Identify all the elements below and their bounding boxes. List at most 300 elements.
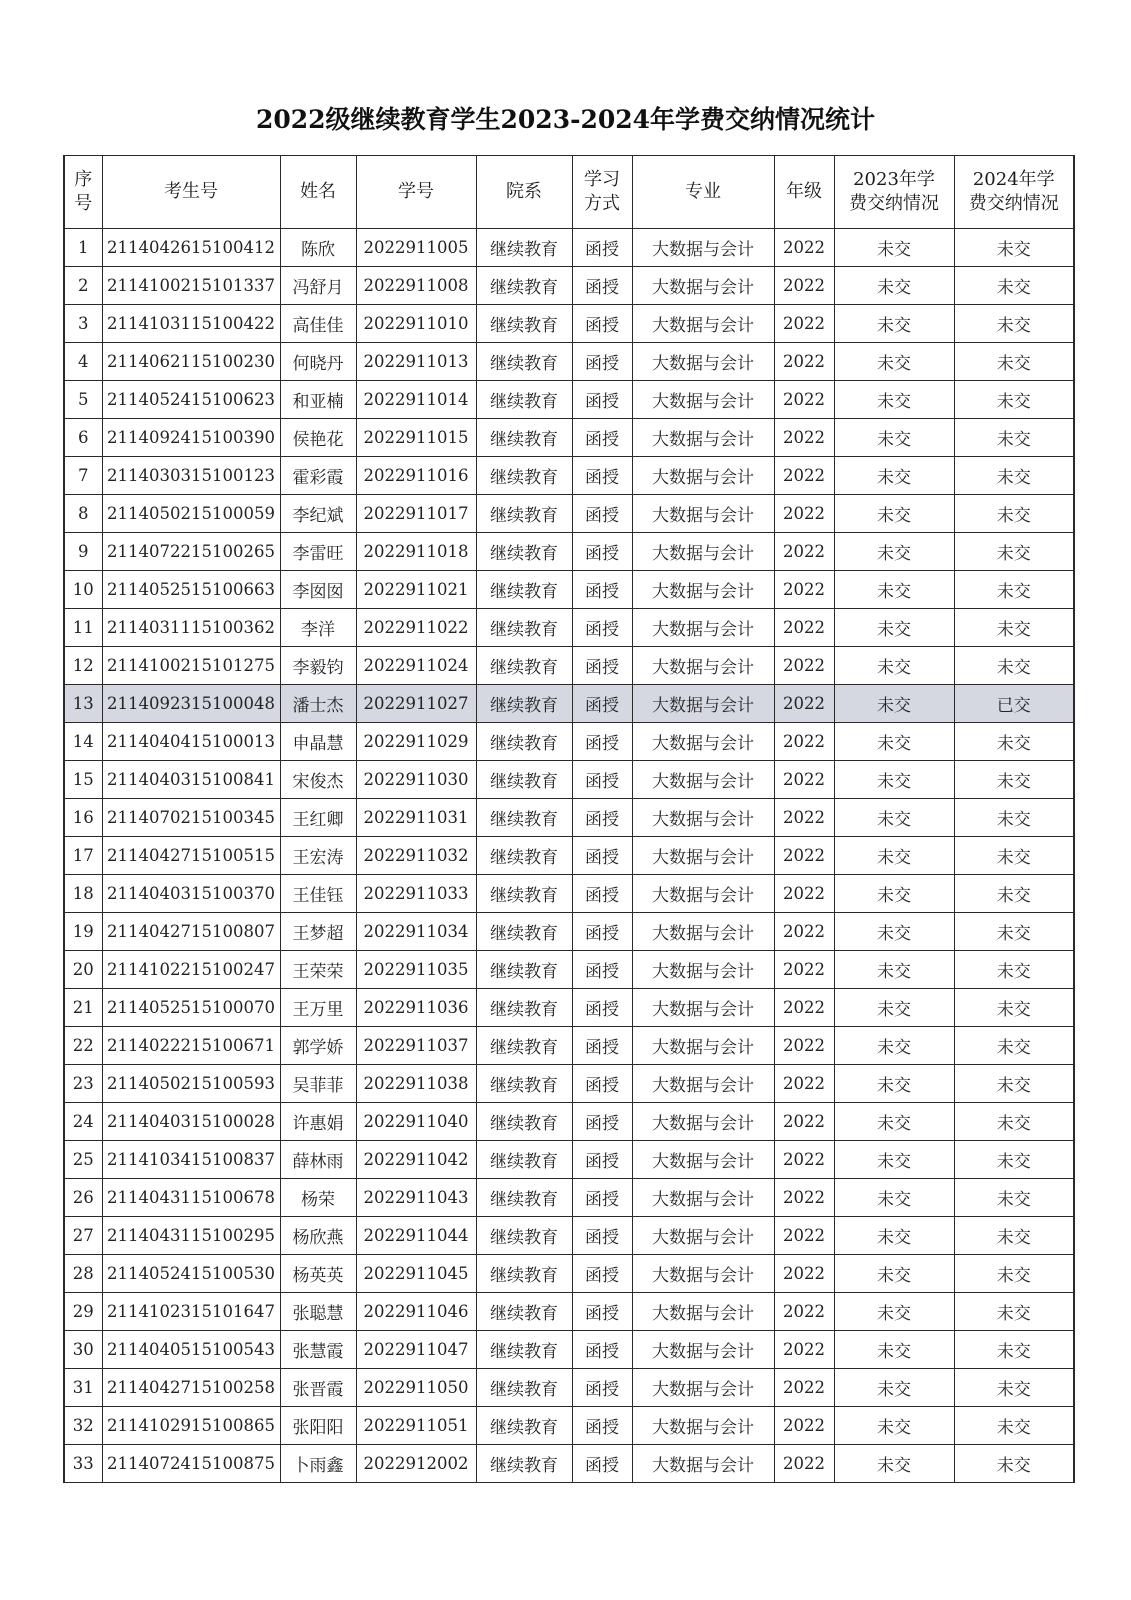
cell-major: 大数据与会计 <box>632 837 774 875</box>
cell-fee-2024: 已交 <box>954 685 1074 723</box>
table-row <box>64 951 1074 989</box>
cell-grade: 2022 <box>774 1103 834 1141</box>
cell-fee-2024: 未交 <box>954 495 1074 533</box>
cell-seq: 22 <box>64 1027 102 1065</box>
cell-fee-2024: 未交 <box>954 1141 1074 1179</box>
cell-name: 李雷旺 <box>280 533 356 571</box>
cell-student-no: 2022911047 <box>356 1331 476 1369</box>
cell-major: 大数据与会计 <box>632 875 774 913</box>
cell-exam-no: 2114052415100623 <box>102 381 280 419</box>
cell-major: 大数据与会计 <box>632 647 774 685</box>
cell-study-mode: 函授 <box>572 647 632 685</box>
cell-department: 继续教育 <box>476 799 572 837</box>
cell-grade: 2022 <box>774 875 834 913</box>
cell-major: 大数据与会计 <box>632 1065 774 1103</box>
cell-student-no: 2022911038 <box>356 1065 476 1103</box>
cell-major: 大数据与会计 <box>632 1027 774 1065</box>
cell-study-mode: 函授 <box>572 1445 632 1483</box>
cell-exam-no: 2114040315100370 <box>102 875 280 913</box>
cell-name: 李囡囡 <box>280 571 356 609</box>
cell-grade: 2022 <box>774 1407 834 1445</box>
cell-grade: 2022 <box>774 685 834 723</box>
cell-major: 大数据与会计 <box>632 1217 774 1255</box>
cell-name: 杨英英 <box>280 1255 356 1293</box>
cell-seq: 7 <box>64 457 102 495</box>
cell-fee-2023: 未交 <box>834 343 954 381</box>
cell-exam-no: 2114070215100345 <box>102 799 280 837</box>
cell-grade: 2022 <box>774 989 834 1027</box>
cell-exam-no: 2114062115100230 <box>102 343 280 381</box>
cell-study-mode: 函授 <box>572 1331 632 1369</box>
cell-student-no: 2022911044 <box>356 1217 476 1255</box>
cell-fee-2024: 未交 <box>954 457 1074 495</box>
cell-name: 李毅钧 <box>280 647 356 685</box>
header-department: 院系 <box>476 156 572 229</box>
cell-student-no: 2022912002 <box>356 1445 476 1483</box>
cell-department: 继续教育 <box>476 837 572 875</box>
cell-grade: 2022 <box>774 647 834 685</box>
cell-student-no: 2022911045 <box>356 1255 476 1293</box>
cell-major: 大数据与会计 <box>632 989 774 1027</box>
cell-fee-2024: 未交 <box>954 571 1074 609</box>
cell-department: 继续教育 <box>476 989 572 1027</box>
table-row <box>64 1369 1074 1407</box>
cell-study-mode: 函授 <box>572 723 632 761</box>
cell-department: 继续教育 <box>476 647 572 685</box>
cell-department: 继续教育 <box>476 1179 572 1217</box>
cell-fee-2023: 未交 <box>834 989 954 1027</box>
cell-department: 继续教育 <box>476 1141 572 1179</box>
cell-student-no: 2022911040 <box>356 1103 476 1141</box>
cell-department: 继续教育 <box>476 419 572 457</box>
cell-department: 继续教育 <box>476 1407 572 1445</box>
cell-grade: 2022 <box>774 419 834 457</box>
table-row <box>64 1255 1074 1293</box>
cell-student-no: 2022911010 <box>356 305 476 343</box>
cell-fee-2024: 未交 <box>954 1179 1074 1217</box>
table-row <box>64 685 1074 723</box>
cell-seq: 29 <box>64 1293 102 1331</box>
cell-student-no: 2022911027 <box>356 685 476 723</box>
cell-fee-2023: 未交 <box>834 1255 954 1293</box>
cell-name: 许惠娟 <box>280 1103 356 1141</box>
table-body <box>64 229 1074 1483</box>
cell-fee-2024: 未交 <box>954 305 1074 343</box>
cell-student-no: 2022911018 <box>356 533 476 571</box>
cell-department: 继续教育 <box>476 951 572 989</box>
cell-major: 大数据与会计 <box>632 761 774 799</box>
cell-grade: 2022 <box>774 571 834 609</box>
cell-fee-2023: 未交 <box>834 533 954 571</box>
cell-name: 郭学娇 <box>280 1027 356 1065</box>
cell-fee-2024: 未交 <box>954 723 1074 761</box>
cell-fee-2023: 未交 <box>834 1369 954 1407</box>
cell-seq: 19 <box>64 913 102 951</box>
cell-fee-2024: 未交 <box>954 1217 1074 1255</box>
cell-name: 李纪斌 <box>280 495 356 533</box>
cell-name: 张晋霞 <box>280 1369 356 1407</box>
cell-seq: 13 <box>64 685 102 723</box>
cell-exam-no: 2114031115100362 <box>102 609 280 647</box>
cell-study-mode: 函授 <box>572 1065 632 1103</box>
cell-name: 张阳阳 <box>280 1407 356 1445</box>
cell-exam-no: 2114102215100247 <box>102 951 280 989</box>
cell-grade: 2022 <box>774 761 834 799</box>
header-study-mode: 学习方式 <box>572 156 632 229</box>
cell-student-no: 2022911036 <box>356 989 476 1027</box>
cell-department: 继续教育 <box>476 1445 572 1483</box>
cell-major: 大数据与会计 <box>632 1331 774 1369</box>
cell-student-no: 2022911031 <box>356 799 476 837</box>
cell-exam-no: 2114102315101647 <box>102 1293 280 1331</box>
cell-name: 卜雨鑫 <box>280 1445 356 1483</box>
cell-major: 大数据与会计 <box>632 723 774 761</box>
cell-name: 王万里 <box>280 989 356 1027</box>
cell-department: 继续教育 <box>476 1369 572 1407</box>
cell-fee-2023: 未交 <box>834 1293 954 1331</box>
cell-name: 吴菲菲 <box>280 1065 356 1103</box>
cell-study-mode: 函授 <box>572 305 632 343</box>
cell-study-mode: 函授 <box>572 419 632 457</box>
cell-fee-2024: 未交 <box>954 381 1074 419</box>
cell-department: 继续教育 <box>476 457 572 495</box>
cell-seq: 21 <box>64 989 102 1027</box>
cell-student-no: 2022911029 <box>356 723 476 761</box>
header-exam-no: 考生号 <box>102 156 280 229</box>
cell-fee-2024: 未交 <box>954 229 1074 267</box>
cell-fee-2023: 未交 <box>834 1179 954 1217</box>
cell-study-mode: 函授 <box>572 267 632 305</box>
cell-name: 和亚楠 <box>280 381 356 419</box>
cell-student-no: 2022911014 <box>356 381 476 419</box>
cell-fee-2024: 未交 <box>954 913 1074 951</box>
table-row <box>64 305 1074 343</box>
cell-fee-2023: 未交 <box>834 267 954 305</box>
cell-student-no: 2022911051 <box>356 1407 476 1445</box>
cell-study-mode: 函授 <box>572 913 632 951</box>
cell-fee-2024: 未交 <box>954 1065 1074 1103</box>
cell-fee-2024: 未交 <box>954 1103 1074 1141</box>
cell-study-mode: 函授 <box>572 685 632 723</box>
cell-fee-2023: 未交 <box>834 381 954 419</box>
cell-exam-no: 2114100215101275 <box>102 647 280 685</box>
cell-grade: 2022 <box>774 913 834 951</box>
cell-major: 大数据与会计 <box>632 609 774 647</box>
cell-student-no: 2022911013 <box>356 343 476 381</box>
table-row <box>64 723 1074 761</box>
cell-study-mode: 函授 <box>572 495 632 533</box>
header-student-no: 学号 <box>356 156 476 229</box>
cell-exam-no: 2114042615100412 <box>102 229 280 267</box>
table-row <box>64 1141 1074 1179</box>
cell-seq: 4 <box>64 343 102 381</box>
cell-name: 王梦超 <box>280 913 356 951</box>
cell-name: 何晓丹 <box>280 343 356 381</box>
cell-fee-2024: 未交 <box>954 533 1074 571</box>
cell-major: 大数据与会计 <box>632 571 774 609</box>
cell-fee-2024: 未交 <box>954 875 1074 913</box>
cell-study-mode: 函授 <box>572 951 632 989</box>
cell-fee-2024: 未交 <box>954 647 1074 685</box>
cell-grade: 2022 <box>774 267 834 305</box>
cell-name: 冯舒月 <box>280 267 356 305</box>
cell-department: 继续教育 <box>476 571 572 609</box>
cell-name: 霍彩霞 <box>280 457 356 495</box>
cell-fee-2023: 未交 <box>834 419 954 457</box>
cell-seq: 24 <box>64 1103 102 1141</box>
cell-department: 继续教育 <box>476 533 572 571</box>
table-row <box>64 533 1074 571</box>
table-row <box>64 1407 1074 1445</box>
cell-fee-2024: 未交 <box>954 267 1074 305</box>
cell-exam-no: 2114022215100671 <box>102 1027 280 1065</box>
cell-fee-2024: 未交 <box>954 761 1074 799</box>
cell-study-mode: 函授 <box>572 229 632 267</box>
table-row <box>64 1293 1074 1331</box>
table-row <box>64 229 1074 267</box>
table-row <box>64 381 1074 419</box>
cell-fee-2023: 未交 <box>834 951 954 989</box>
cell-department: 继续教育 <box>476 1027 572 1065</box>
cell-study-mode: 函授 <box>572 343 632 381</box>
cell-major: 大数据与会计 <box>632 381 774 419</box>
cell-name: 高佳佳 <box>280 305 356 343</box>
cell-department: 继续教育 <box>476 685 572 723</box>
cell-seq: 14 <box>64 723 102 761</box>
cell-department: 继续教育 <box>476 761 572 799</box>
cell-major: 大数据与会计 <box>632 951 774 989</box>
cell-name: 王荣荣 <box>280 951 356 989</box>
table-row <box>64 343 1074 381</box>
cell-fee-2023: 未交 <box>834 723 954 761</box>
table-row <box>64 495 1074 533</box>
cell-name: 陈欣 <box>280 229 356 267</box>
cell-fee-2024: 未交 <box>954 419 1074 457</box>
cell-major: 大数据与会计 <box>632 229 774 267</box>
table-row <box>64 989 1074 1027</box>
cell-grade: 2022 <box>774 1217 834 1255</box>
cell-fee-2024: 未交 <box>954 799 1074 837</box>
cell-exam-no: 2114052515100070 <box>102 989 280 1027</box>
cell-fee-2024: 未交 <box>954 1027 1074 1065</box>
cell-grade: 2022 <box>774 723 834 761</box>
table-row <box>64 419 1074 457</box>
cell-fee-2023: 未交 <box>834 913 954 951</box>
cell-major: 大数据与会计 <box>632 305 774 343</box>
cell-major: 大数据与会计 <box>632 533 774 571</box>
cell-department: 继续教育 <box>476 1331 572 1369</box>
cell-fee-2024: 未交 <box>954 1407 1074 1445</box>
cell-seq: 10 <box>64 571 102 609</box>
cell-major: 大数据与会计 <box>632 1407 774 1445</box>
table-row <box>64 571 1074 609</box>
fee-table <box>63 155 1075 1483</box>
cell-exam-no: 2114040315100841 <box>102 761 280 799</box>
cell-name: 薛林雨 <box>280 1141 356 1179</box>
header-fee-2023: 2023年学费交纳情况 <box>834 156 954 229</box>
cell-study-mode: 函授 <box>572 1179 632 1217</box>
cell-major: 大数据与会计 <box>632 1293 774 1331</box>
table-row <box>64 837 1074 875</box>
cell-major: 大数据与会计 <box>632 1141 774 1179</box>
cell-seq: 2 <box>64 267 102 305</box>
cell-student-no: 2022911046 <box>356 1293 476 1331</box>
cell-seq: 12 <box>64 647 102 685</box>
cell-study-mode: 函授 <box>572 1141 632 1179</box>
cell-fee-2023: 未交 <box>834 1103 954 1141</box>
cell-exam-no: 2114052415100530 <box>102 1255 280 1293</box>
cell-student-no: 2022911043 <box>356 1179 476 1217</box>
cell-name: 王红卿 <box>280 799 356 837</box>
cell-student-no: 2022911030 <box>356 761 476 799</box>
cell-major: 大数据与会计 <box>632 1445 774 1483</box>
cell-name: 申晶慧 <box>280 723 356 761</box>
cell-grade: 2022 <box>774 1369 834 1407</box>
cell-seq: 26 <box>64 1179 102 1217</box>
cell-fee-2024: 未交 <box>954 1255 1074 1293</box>
cell-fee-2023: 未交 <box>834 495 954 533</box>
cell-study-mode: 函授 <box>572 1293 632 1331</box>
cell-study-mode: 函授 <box>572 533 632 571</box>
cell-grade: 2022 <box>774 609 834 647</box>
cell-fee-2023: 未交 <box>834 571 954 609</box>
cell-major: 大数据与会计 <box>632 685 774 723</box>
cell-department: 继续教育 <box>476 1103 572 1141</box>
cell-study-mode: 函授 <box>572 1255 632 1293</box>
cell-name: 李洋 <box>280 609 356 647</box>
cell-department: 继续教育 <box>476 267 572 305</box>
table-row <box>64 1027 1074 1065</box>
cell-seq: 30 <box>64 1331 102 1369</box>
cell-fee-2024: 未交 <box>954 343 1074 381</box>
cell-study-mode: 函授 <box>572 1027 632 1065</box>
cell-student-no: 2022911034 <box>356 913 476 951</box>
cell-seq: 1 <box>64 229 102 267</box>
cell-exam-no: 2114042715100807 <box>102 913 280 951</box>
cell-grade: 2022 <box>774 1445 834 1483</box>
cell-student-no: 2022911022 <box>356 609 476 647</box>
table-row <box>64 609 1074 647</box>
cell-department: 继续教育 <box>476 1293 572 1331</box>
cell-fee-2024: 未交 <box>954 1369 1074 1407</box>
table-header-row <box>64 156 1074 229</box>
cell-exam-no: 2114040315100028 <box>102 1103 280 1141</box>
cell-department: 继续教育 <box>476 343 572 381</box>
cell-study-mode: 函授 <box>572 381 632 419</box>
cell-seq: 32 <box>64 1407 102 1445</box>
cell-student-no: 2022911033 <box>356 875 476 913</box>
cell-department: 继续教育 <box>476 913 572 951</box>
cell-exam-no: 2114050215100593 <box>102 1065 280 1103</box>
cell-seq: 20 <box>64 951 102 989</box>
cell-exam-no: 2114042715100515 <box>102 837 280 875</box>
cell-student-no: 2022911037 <box>356 1027 476 1065</box>
cell-seq: 33 <box>64 1445 102 1483</box>
cell-grade: 2022 <box>774 343 834 381</box>
cell-exam-no: 2114052515100663 <box>102 571 280 609</box>
cell-major: 大数据与会计 <box>632 267 774 305</box>
cell-fee-2024: 未交 <box>954 1293 1074 1331</box>
cell-student-no: 2022911005 <box>356 229 476 267</box>
cell-seq: 15 <box>64 761 102 799</box>
cell-study-mode: 函授 <box>572 1103 632 1141</box>
table-row <box>64 457 1074 495</box>
cell-name: 杨欣燕 <box>280 1217 356 1255</box>
cell-grade: 2022 <box>774 533 834 571</box>
cell-fee-2023: 未交 <box>834 647 954 685</box>
cell-grade: 2022 <box>774 837 834 875</box>
document-title: 2022级继续教育学生2023-2024年学费交纳情况统计 <box>255 105 876 134</box>
cell-study-mode: 函授 <box>572 761 632 799</box>
table-row <box>64 1179 1074 1217</box>
cell-major: 大数据与会计 <box>632 419 774 457</box>
cell-grade: 2022 <box>774 799 834 837</box>
table-row <box>64 1217 1074 1255</box>
cell-name: 宋俊杰 <box>280 761 356 799</box>
cell-name: 王宏涛 <box>280 837 356 875</box>
header-seq: 序号 <box>64 156 102 229</box>
cell-fee-2024: 未交 <box>954 951 1074 989</box>
cell-fee-2024: 未交 <box>954 609 1074 647</box>
cell-seq: 3 <box>64 305 102 343</box>
cell-study-mode: 函授 <box>572 837 632 875</box>
cell-name: 杨荣 <box>280 1179 356 1217</box>
cell-student-no: 2022911016 <box>356 457 476 495</box>
cell-fee-2023: 未交 <box>834 761 954 799</box>
cell-fee-2023: 未交 <box>834 1027 954 1065</box>
cell-study-mode: 函授 <box>572 457 632 495</box>
cell-student-no: 2022911050 <box>356 1369 476 1407</box>
table-row <box>64 1445 1074 1483</box>
cell-exam-no: 2114092415100390 <box>102 419 280 457</box>
cell-fee-2023: 未交 <box>834 229 954 267</box>
cell-major: 大数据与会计 <box>632 1255 774 1293</box>
cell-study-mode: 函授 <box>572 609 632 647</box>
cell-exam-no: 2114103115100422 <box>102 305 280 343</box>
cell-seq: 27 <box>64 1217 102 1255</box>
cell-fee-2024: 未交 <box>954 837 1074 875</box>
table-row <box>64 913 1074 951</box>
cell-department: 继续教育 <box>476 1217 572 1255</box>
cell-exam-no: 2114072415100875 <box>102 1445 280 1483</box>
cell-fee-2024: 未交 <box>954 1331 1074 1369</box>
cell-seq: 9 <box>64 533 102 571</box>
cell-fee-2023: 未交 <box>834 1445 954 1483</box>
cell-grade: 2022 <box>774 495 834 533</box>
cell-study-mode: 函授 <box>572 989 632 1027</box>
cell-fee-2023: 未交 <box>834 1217 954 1255</box>
header-grade: 年级 <box>774 156 834 229</box>
table-row <box>64 1103 1074 1141</box>
cell-exam-no: 2114030315100123 <box>102 457 280 495</box>
cell-department: 继续教育 <box>476 1065 572 1103</box>
table-row <box>64 1331 1074 1369</box>
cell-name: 侯艳花 <box>280 419 356 457</box>
cell-exam-no: 2114092315100048 <box>102 685 280 723</box>
cell-name: 潘士杰 <box>280 685 356 723</box>
cell-grade: 2022 <box>774 1141 834 1179</box>
cell-study-mode: 函授 <box>572 1407 632 1445</box>
cell-department: 继续教育 <box>476 381 572 419</box>
cell-seq: 8 <box>64 495 102 533</box>
cell-exam-no: 2114072215100265 <box>102 533 280 571</box>
cell-student-no: 2022911035 <box>356 951 476 989</box>
cell-student-no: 2022911015 <box>356 419 476 457</box>
cell-major: 大数据与会计 <box>632 495 774 533</box>
cell-study-mode: 函授 <box>572 1217 632 1255</box>
cell-fee-2024: 未交 <box>954 1445 1074 1483</box>
cell-fee-2023: 未交 <box>834 799 954 837</box>
